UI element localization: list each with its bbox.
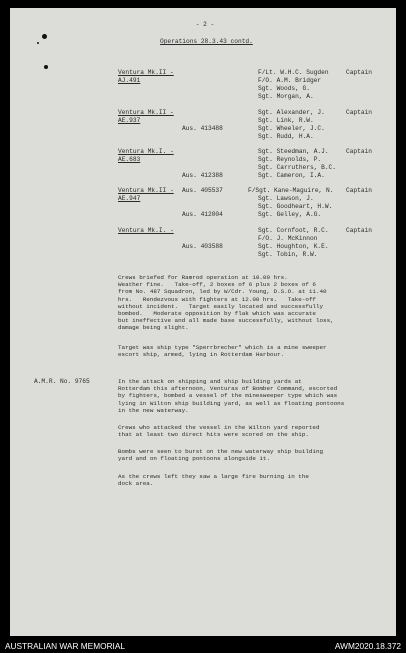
aircraft-serial: AE.937 (118, 117, 141, 124)
crew-member: Sgt. Rudd, H.A. (258, 133, 314, 140)
aircraft-label: Ventura Mk.II - (118, 187, 174, 194)
crew-member: Sgt. Carruthers, B.C. (258, 164, 336, 171)
crew-member: Sgt. Cornfoot, R.C. (258, 227, 329, 234)
crew-member: Sgt. Woods, G. (258, 85, 310, 92)
aus-number: Aus. 412388 (182, 172, 223, 179)
footer-catalogue-id: AWM2020.18.372 (334, 641, 401, 651)
crew-member: Sgt. Alexander, J. (258, 109, 325, 116)
crew-member: Sgt. Wheeler, J.C. (258, 125, 325, 132)
punch-hole (42, 34, 47, 39)
punch-hole (44, 65, 48, 69)
fire-paragraph: As the crews left they saw a large fire burning in the dock area. (118, 473, 309, 488)
aus-number: Aus. 403588 (182, 243, 223, 250)
document-page (10, 8, 396, 636)
aircraft-serial: AE.683 (118, 156, 141, 163)
footer-bar (0, 639, 406, 653)
page-heading: Operations 28.3.43 contd. (160, 38, 253, 45)
crew-member: F/O. A.M. Bridger (258, 77, 322, 84)
aus-number: Aus. 405537 (182, 187, 223, 194)
crew-member: F/Lt. W.H.C. Sugden (258, 69, 329, 76)
briefing-paragraph: Crews briefed for Ramrod operation at 10.00 hrs. Weather fine. Take-off, 2 boxes of 6 plus 2 boxes of 6 from No. 487 Squadron, led by W/Cdr. Young, D.S.O. at 11.40 hrs. Rendezvous with fighters at 12.00 hrs. Take-off without incident. Target easily located and successfully bombed. Moderate opposition by flak which was accurate but ineffective and all made base successfully, without loss, damage being slight. (118, 274, 334, 332)
aus-number: Aus. 412004 (182, 211, 223, 218)
aircraft-label: Ventura Mk.II - (118, 109, 174, 116)
target-paragraph: Target was ship type "Sperrbrecher" which is a mine sweeper escort ship, armed, lying in Rotterdam Harbour. (118, 344, 327, 359)
hits-paragraph: Crews who attacked the vessel in the Wilton yard reported that at least two direct hits were scored on the ship. (118, 424, 320, 439)
aircraft-label: Ventura Mk.II - (118, 69, 174, 76)
crew-member: Sgt. Morgan, A. (258, 93, 314, 100)
crew-member: Sgt. Goodheart, H.W. (258, 203, 333, 210)
crew-role: Captain (346, 187, 372, 194)
footer-institution: AUSTRALIAN WAR MEMORIAL (5, 641, 126, 651)
crew-role: Captain (346, 148, 372, 155)
crew-member: Sgt. Reynolds, P. (258, 156, 322, 163)
aircraft-label: Ventura Mk.I. - (118, 148, 174, 155)
punch-hole (37, 42, 39, 44)
amr-number: A.M.R. No. 9765 (34, 378, 90, 385)
aircraft-label: Ventura Mk.I. - (118, 227, 174, 234)
attack-paragraph: In the attack on shipping and ship building yards at Rotterdam this afternoon, Venturas of Bomber Command, escorted by fighters, bombed a vessel of the minesweeper type which was lying in Wilton ship building yard, as well as floating pontoons in the new waterway. (118, 378, 345, 414)
aus-number: Aus. 413488 (182, 125, 223, 132)
crew-member: Sgt. Link, R.W. (258, 117, 314, 124)
crew-member: Sgt. Tobin, R.W. (258, 251, 318, 258)
aircraft-serial: AJ.491 (118, 77, 141, 84)
crew-role: Captain (346, 227, 372, 234)
crew-member: F/Sgt. Kane-Maguire, N. (248, 187, 334, 194)
crew-member: F/O. J. McKinnon (258, 235, 318, 242)
crew-member: Sgt. Lawson, J. (258, 195, 314, 202)
crew-member: Sgt. Gelley, A.G. (258, 211, 322, 218)
bombs-paragraph: Bombs were seen to burst on the new waterway ship building yard and on floating pontoons alongside it. (118, 448, 324, 463)
crew-member: Sgt. Cameron, I.A. (258, 172, 325, 179)
crew-role: Captain (346, 69, 372, 76)
crew-role: Captain (346, 109, 372, 116)
crew-member: Sgt. Steedman, A.J. (258, 148, 329, 155)
aircraft-serial: AE.947 (118, 195, 141, 202)
crew-member: Sgt. Houghton, K.E. (258, 243, 329, 250)
page-number: - 2 - (195, 21, 215, 28)
